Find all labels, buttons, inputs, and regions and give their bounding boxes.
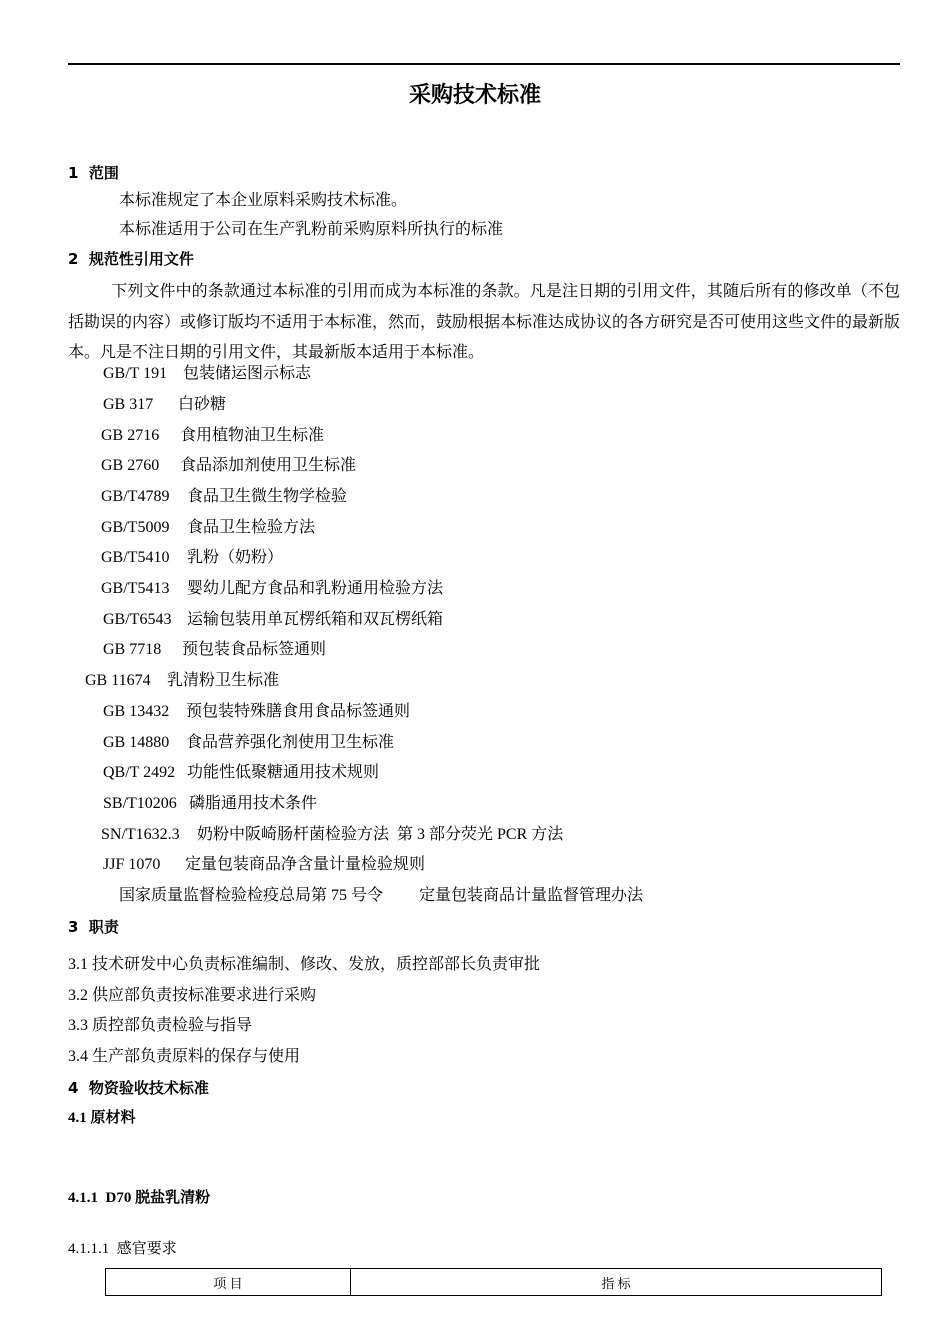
ref-item: GB 11674 乳清粉卫生标准	[85, 672, 280, 689]
header-rule	[68, 63, 900, 65]
ref-item: GB 2716 食用植物油卫生标准	[101, 427, 325, 444]
ref-item: GB 317 白砂糖	[103, 396, 227, 413]
duty-item: 3.3 质控部负责检验与指导	[68, 1017, 253, 1034]
ref-item: GB/T5413 婴幼儿配方食品和乳粉通用检验方法	[101, 580, 444, 597]
ref-item: 国家质量监督检验检疫总局第 75 号令 定量包装商品计量监督管理办法	[119, 887, 644, 904]
section-1-heading: 1 范围	[68, 164, 119, 182]
ref-item: SB/T10206 磷脂通用技术条件	[103, 795, 318, 812]
section-4-heading: 4 物资验收技术标准	[68, 1079, 209, 1097]
ref-item: GB 2760 食品添加剂使用卫生标准	[101, 457, 357, 474]
ref-item: JJF 1070 定量包装商品净含量计量检验规则	[103, 856, 426, 873]
ref-item: QB/T 2492 功能性低聚糖通用技术规则	[103, 764, 380, 781]
subsection-4-1: 4.1 原材料	[68, 1110, 136, 1126]
section-2-heading: 2 规范性引用文件	[68, 250, 194, 268]
duty-item: 3.4 生产部负责原料的保存与使用	[68, 1048, 301, 1065]
ref-item: SN/T1632.3 奶粉中阪崎肠杆菌检验方法 第 3 部分荧光 PCR 方法	[101, 826, 564, 843]
ref-item: GB/T 191 包装储运图示标志	[103, 365, 312, 382]
ref-item: GB 14880 食品营养强化剂使用卫生标准	[103, 734, 395, 751]
normative-paragraph: 下列文件中的条款通过本标准的引用而成为本标准的条款。凡是注日期的引用文件，其随后所有的修改单（不包括勘误的内容）或修订版均不适用于本标准，然而，鼓励根据本标准达成协议的各方研究是否可使用这些文件的最新版本。凡是不注日期的引用文件，其最新版本适用于本标准。	[68, 283, 901, 361]
scope-line-2: 本标准适用于公司在生产乳粉前采购原料所执行的标准	[119, 221, 504, 238]
duty-item: 3.2 供应部负责按标准要求进行采购	[68, 987, 317, 1004]
table-header-row	[106, 1269, 882, 1296]
duty-item: 3.1 技术研发中心负责标准编制、修改、发放，质控部部长负责审批	[68, 956, 541, 973]
column-header-item: 项 目	[106, 1269, 351, 1296]
sensory-requirements-table	[105, 1268, 882, 1296]
section-3-heading: 3 职责	[68, 918, 119, 936]
subsection-4-1-1-1: 4.1.1.1 感官要求	[68, 1241, 177, 1257]
ref-item: GB/T5009 食品卫生检验方法	[101, 519, 316, 536]
ref-item: GB 13432 预包装特殊膳食用食品标签通则	[103, 703, 411, 720]
scope-line-1: 本标准规定了本企业原料采购技术标准。	[119, 192, 408, 209]
column-header-spec: 指 标	[351, 1269, 882, 1296]
subsection-4-1-1: 4.1.1 D70 脱盐乳清粉	[68, 1190, 211, 1206]
ref-item: GB/T4789 食品卫生微生物学检验	[101, 488, 348, 505]
ref-item: GB 7718 预包装食品标签通则	[103, 641, 327, 658]
ref-item: GB/T6543 运输包装用单瓦楞纸箱和双瓦楞纸箱	[103, 611, 444, 628]
ref-item: GB/T5410 乳粉（奶粉）	[101, 549, 284, 566]
page-title: 采购技术标准	[408, 83, 541, 108]
